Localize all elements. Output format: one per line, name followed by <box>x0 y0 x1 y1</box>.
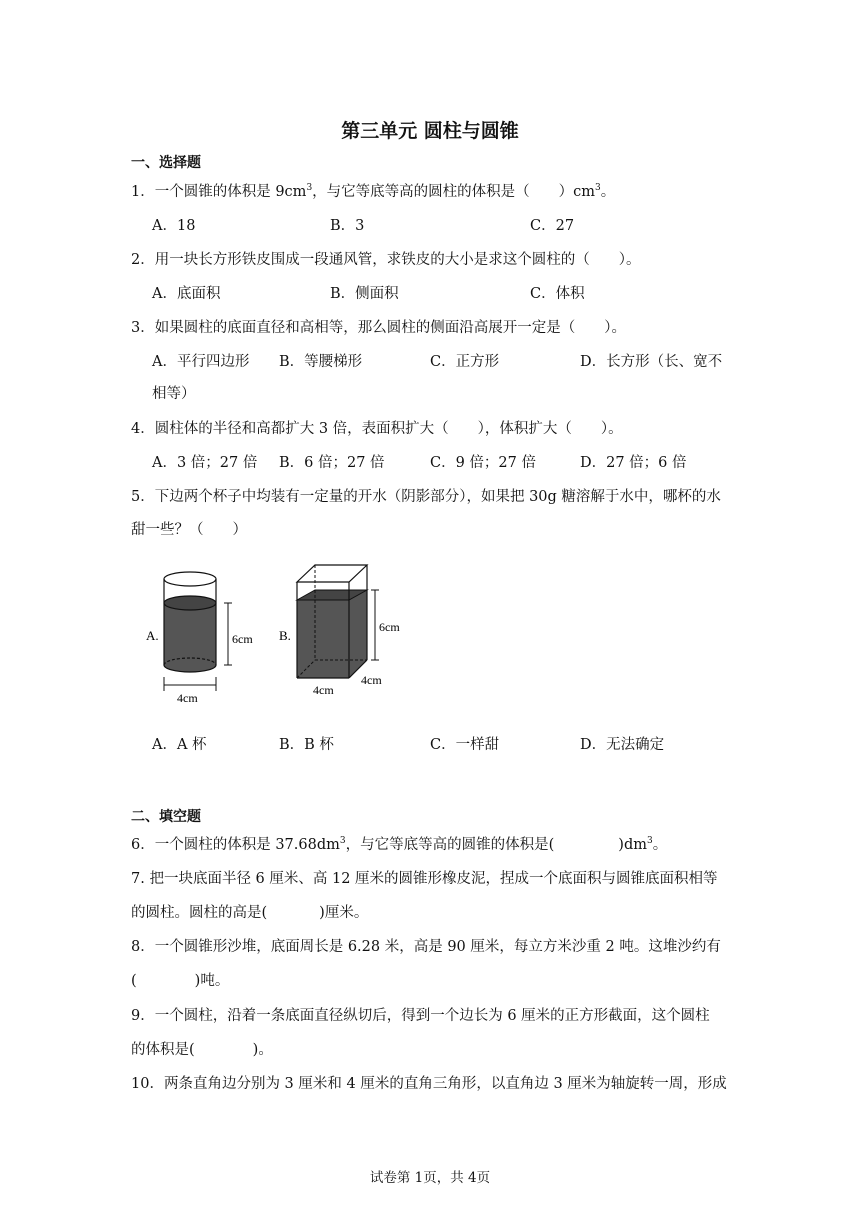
page-title: 第三单元 圆柱与圆锥 <box>341 120 519 142</box>
q5-option-b: B．B 杯 <box>279 737 334 753</box>
question-7-line-1: 7. 把一块底面半径 6 厘米、高 12 厘米的圆锥形橡皮泥，捏成一个底面积与圆锥底面积相等 <box>131 871 718 887</box>
question-5-line-2: 甜一些？（ ） <box>131 522 247 538</box>
q4-option-b: B．6 倍；27 倍 <box>279 455 385 471</box>
q2-option-c: C．体积 <box>530 286 585 302</box>
q1-option-c: C．27 <box>530 218 575 234</box>
cup-rim <box>164 572 216 586</box>
question-6: 6．一个圆柱的体积是 $37.68dm^3$，与它等底等高的圆锥的体积是( )$dm^3$。 <box>131 836 668 853</box>
question-5-line-1: 5．下边两个杯子中均装有一定量的开水（阴影部分），如果把 30g 糖溶解于水中，哪杯的水 <box>131 489 721 505</box>
figure-a-diameter-label: 4cm <box>177 691 198 705</box>
q4-option-c: C．9 倍；27 倍 <box>430 455 536 471</box>
cuboid-cup-figure <box>275 560 420 705</box>
q2-option-b: B．侧面积 <box>330 286 399 302</box>
q3-option-a: A．平行四边形 <box>152 354 250 370</box>
q2-option-a: A．底面积 <box>152 286 221 302</box>
section-heading-choice: 一、选择题 <box>131 155 201 171</box>
figure-b-width-label: 4cm <box>361 673 382 687</box>
question-8-line-1: 8．一个圆锥形沙堆，底面周长是 6.28 米，高是 90 厘米，每立方米沙重 2 吨。这堆沙约有 <box>131 939 721 955</box>
q4-option-d: D．27 倍；6 倍 <box>580 455 687 471</box>
q5-option-d: D．无法确定 <box>580 737 665 753</box>
question-8-line-2: ( )吨。 <box>131 973 230 989</box>
q3-option-b: B．等腰梯形 <box>279 354 363 370</box>
q3-option-d-continued: 相等） <box>152 386 196 402</box>
figure-b-length-label: 4cm <box>313 683 334 697</box>
q1-option-a: A．18 <box>152 218 196 234</box>
question-9-line-1: 9．一个圆柱，沿着一条底面直径纵切后，得到一个边长为 6 厘米的正方形截面，这个圆柱 <box>131 1008 710 1024</box>
question-9-line-2: 的体积是( )。 <box>131 1042 273 1058</box>
page-footer: 试卷第 1页，共 4页 <box>369 1170 491 1186</box>
figure-a-height-label: 6cm <box>232 632 253 646</box>
question-2: 2．用一块长方形铁皮围成一段通风管，求铁皮的大小是求这个圆柱的（ ）。 <box>131 252 641 268</box>
q5-option-c: C．一样甜 <box>430 737 500 753</box>
q4-option-a: A．3 倍；27 倍 <box>152 455 258 471</box>
q5-option-a: A．A 杯 <box>152 737 207 753</box>
water-fill <box>297 590 367 678</box>
question-1: 1．一个圆锥的体积是 $9cm^3$，与它等底等高的圆柱的体积是（ ）$cm^3$。 <box>131 183 616 200</box>
figure-a-label: A. <box>146 628 159 643</box>
q3-option-c: C．正方形 <box>430 354 500 370</box>
question-10-line-1: 10．两条直角边分别为 3 厘米和 4 厘米的直角三角形，以直角边 3 厘米为轴旋转一周，形成 <box>131 1076 727 1092</box>
q3-option-d: D．长方形（长、宽不 <box>580 354 723 370</box>
question-4: 4．圆柱体的半径和高都扩大 3 倍，表面积扩大（ ），体积扩大（ ）。 <box>131 421 623 437</box>
figure-b-height-label: 6cm <box>379 620 400 634</box>
question-3: 3．如果圆柱的底面直径和高相等，那么圆柱的侧面沿高展开一定是（ ）。 <box>131 320 626 336</box>
figure-b-label: B. <box>279 628 291 643</box>
water-surface <box>164 596 216 610</box>
q1-option-b: B．3 <box>330 218 365 234</box>
question-7-line-2: 的圆柱。圆柱的高是( )厘米。 <box>131 905 369 921</box>
section-heading-fill: 二、填空题 <box>131 809 201 825</box>
water-fill <box>164 603 216 665</box>
cylinder-cup-figure <box>140 565 270 710</box>
